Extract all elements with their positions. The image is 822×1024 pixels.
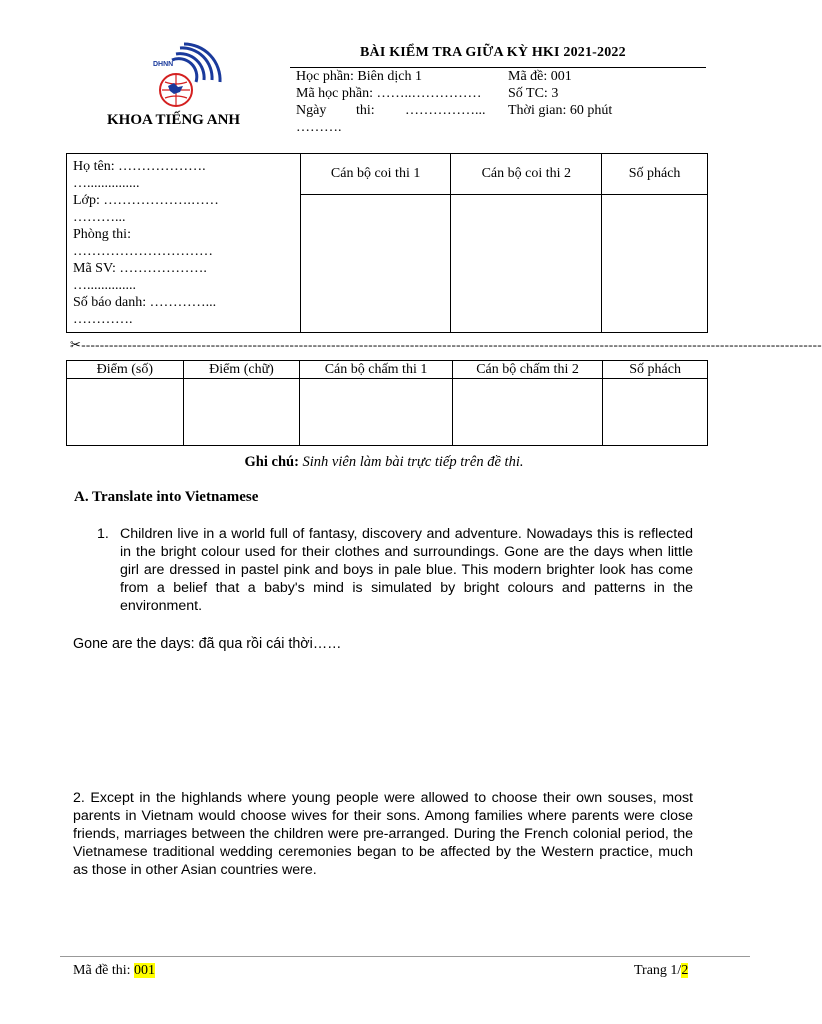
room-line: Phòng thi: — [73, 227, 131, 242]
course-name: Học phần: Biên dịch 1 — [296, 69, 422, 84]
logo-text: DHNN — [153, 61, 174, 68]
class-line: Lớp: ……………….…… — [73, 193, 219, 208]
footer-page-total: 2 — [681, 963, 689, 978]
footer-page-number — [634, 963, 688, 979]
proctor-2-signature — [451, 195, 602, 333]
student-info-cell — [67, 154, 301, 333]
student-name-line-2: …............... — [73, 176, 140, 191]
date-label: Ngày — [296, 103, 327, 118]
score-number-box — [67, 379, 184, 446]
grader-1-box — [300, 379, 452, 446]
serial-header: Số phách — [602, 154, 708, 195]
date-dots-2: ………. — [296, 120, 342, 135]
duration: Thời gian: 60 phút — [508, 103, 613, 118]
note-label: Ghi chú: — [244, 454, 299, 470]
student-id-line-2: ….............. — [73, 278, 136, 293]
grader-1-header: Cán bộ chấm thi 1 — [300, 361, 452, 379]
credits: Số TC: 3 — [508, 86, 559, 101]
footer-code-value: 001 — [134, 963, 156, 978]
serial-box — [602, 195, 708, 333]
grading-serial-header: Số phách — [603, 361, 708, 379]
question-1-text: Children live in a world full of fantasy, discovery and adventure. Nowadays this is reflected in the bright colour used for their clothes and surroundings. Gone are the days when little girl are dressed in pastel pink and boys in pale blue. This modern brighter look has come from a belief that a baby's mind is simulated by bright colours and patterns in the environment. — [120, 526, 693, 614]
student-id-line: Mã SV: ………………. — [73, 261, 207, 276]
grader-2-header: Cán bộ chấm thi 2 — [452, 361, 603, 379]
date-dots: ……………... — [405, 103, 486, 118]
footer-divider — [60, 956, 750, 957]
department-name: KHOA TIẾNG ANH — [107, 112, 241, 128]
score-words-header: Điểm (chữ) — [183, 361, 300, 379]
student-name-line: Họ tên: ………………. — [73, 159, 206, 174]
question-1 — [97, 525, 693, 615]
exam-title: BÀI KIỂM TRA GIỮA KỲ HKI 2021-2022 — [360, 45, 626, 60]
score-number-header: Điểm (số) — [67, 361, 184, 379]
exam-code: Mã đề: 001 — [508, 69, 572, 84]
footer-code-label: Mã đề thi: — [73, 963, 135, 978]
grading-table — [66, 360, 708, 446]
question-1-number: 1. — [97, 526, 109, 542]
grading-serial-box — [603, 379, 708, 446]
student-info-table — [66, 153, 708, 333]
grader-2-box — [452, 379, 603, 446]
footer-page-label: Trang 1/ — [634, 963, 682, 978]
note-text: Sinh viên làm bài trực tiếp trên đề thi. — [302, 454, 524, 470]
candidate-number-line: Số báo danh: …………... — [73, 295, 217, 310]
date-thi: thi: — [356, 103, 375, 118]
question-2-text: 2. Except in the highlands where young people were allowed to choose their own souses, most parents in Vietnam would choose wives for their sons. Among families where parents were close friends, marriages between the children were pre-arranged. During the French colonial period, the Vietnamese traditional wedding ceremonies began to be affected by the Western practice, much as those in other Asian countries were. — [73, 790, 693, 878]
proctor-1-signature — [300, 195, 451, 333]
proctor-1-header: Cán bộ coi thi 1 — [300, 154, 451, 195]
class-line-2: ………... — [73, 210, 126, 225]
header-divider — [290, 67, 706, 68]
footer-exam-code — [73, 963, 155, 979]
note — [0, 454, 768, 471]
score-words-box — [183, 379, 300, 446]
university-logo — [150, 42, 228, 112]
room-line-2: ………………………… — [73, 244, 213, 259]
cut-line: ✂---------------------------------------------------------------------------------------------------------------------------------------------------------------- — [70, 337, 822, 352]
course-code: Mã học phần: ……..…………… — [296, 86, 482, 101]
section-a-title: A. Translate into Vietnamese — [74, 489, 259, 505]
candidate-number-line-2: …………. — [73, 312, 133, 327]
proctor-2-header: Cán bộ coi thi 2 — [451, 154, 602, 195]
translation-hint: Gone are the days: đã qua rồi cái thời…… — [73, 636, 342, 652]
